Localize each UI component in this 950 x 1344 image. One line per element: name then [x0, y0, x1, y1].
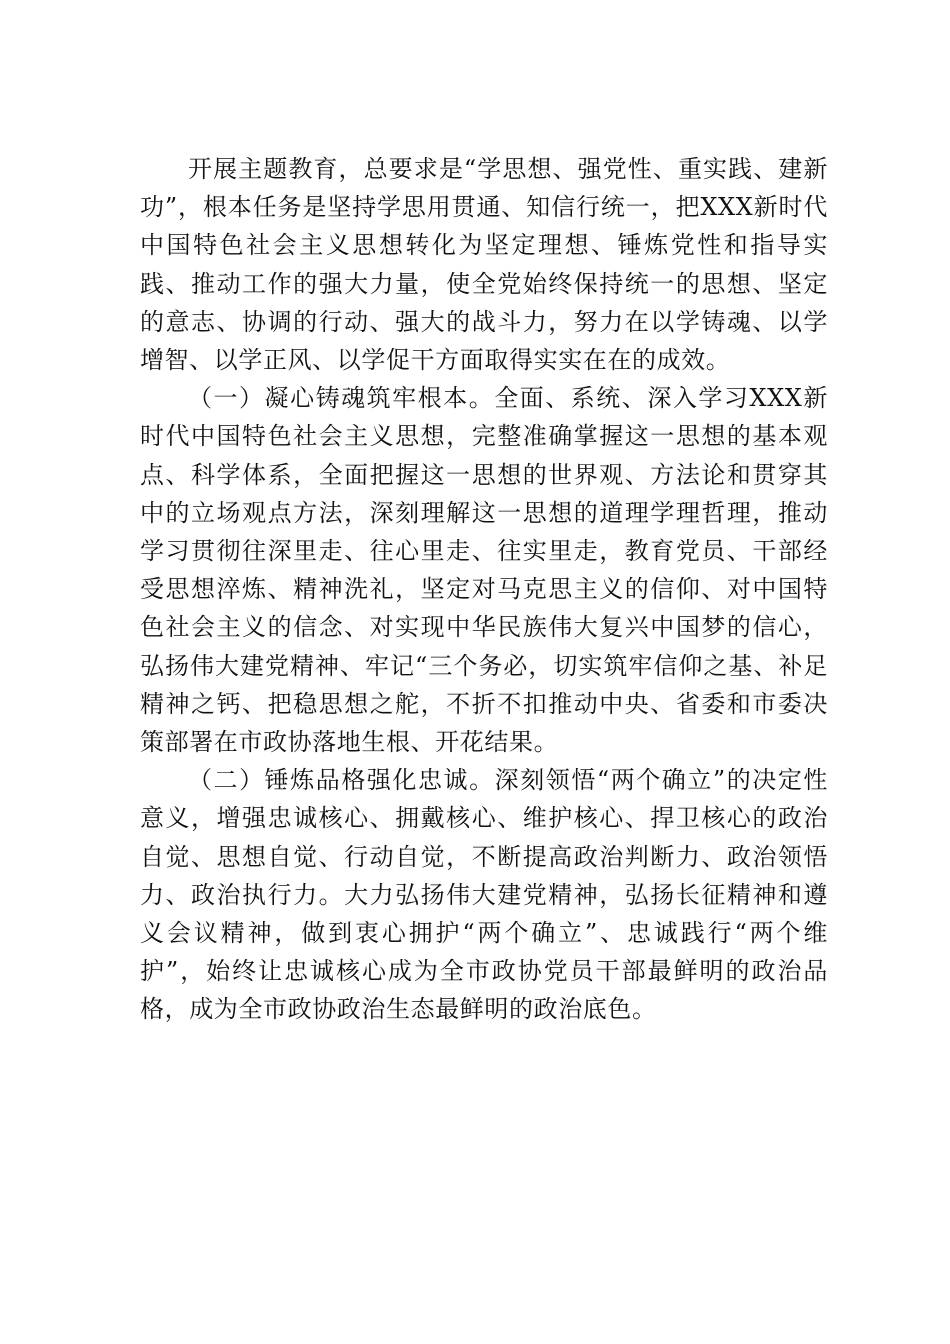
paragraph-general-requirements: 开展主题教育，总要求是“学思想、强党性、重实践、建新功”，根本任务是坚持学思用贯通、知信行统一，把XXX新时代中国特色社会主义思想转化为坚定理想、锤炼党性和指导实践、推动工作的强大力量，使全党始终保持统一的思想、坚定的意志、协调的行动、强大的战斗力，努力在以学铸魂、以学增智、以学正风、以学促干方面取得实实在在的成效。 — [140, 155, 828, 375]
document-body — [140, 150, 828, 1029]
paragraph-section-one: （一）凝心铸魂筑牢根本。全面、系统、深入学习XXX新时代中国特色社会主义思想，完整准确掌握这一思想的基本观点、科学体系，全面把握这一思想的世界观、方法论和贯穿其中的立场观点方法，深刻理解这一思想的道理学理哲理，推动学习贯彻往深里走、往心里走、往实里走，教育党员、干部经受思想淬炼、精神洗礼，坚定对马克思主义的信仰、对中国特色社会主义的信念、对实现中华民族伟大复兴中国梦的信心，弘扬伟大建党精神、牢记“三个务必，切实筑牢信仰之基、补足精神之钙、把稳思想之舵，不折不扣推动中央、省委和市委决策部署在市政协落地生根、开花结果。 — [140, 384, 828, 757]
paragraph-section-two: （二）锤炼品格强化忠诚。深刻领悟“两个确立”的决定性意义，增强忠诚核心、拥戴核心、维护核心、捍卫核心的政治自觉、思想自觉、行动自觉，不断提高政治判断力、政治领悟力、政治执行力。大力弘扬伟大建党精神，弘扬长征精神和遵义会议精神，做到衷心拥护“两个确立”、忠诚践行“两个维护”，始终让忠诚核心成为全市政协党员干部最鲜明的政治品格，成为全市政协政治生态最鲜明的政治底色。 — [140, 766, 828, 1024]
